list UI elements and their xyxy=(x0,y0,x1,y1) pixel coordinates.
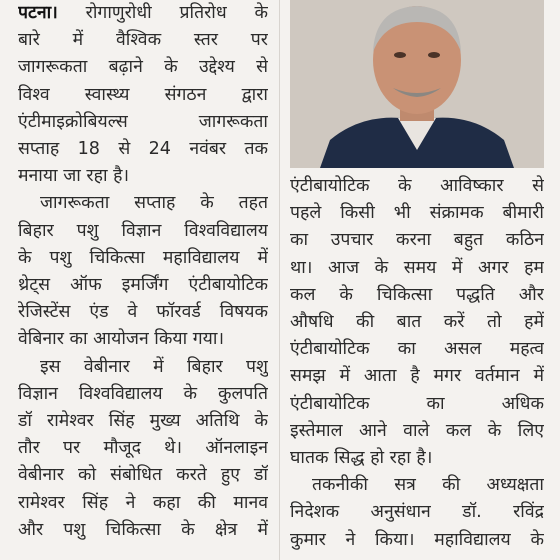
article-text-line: समझ में आता है मगर वर्तमान में xyxy=(290,366,544,387)
article-text-line: इस्तेमाल आने वाले कल के लिए xyxy=(290,420,544,441)
paragraph-start-line: तकनीकी सत्र की अध्यक्षता xyxy=(312,475,544,496)
article-first-line xyxy=(18,0,268,27)
article-text-line: बिहार पशु विज्ञान विश्वविद्यालय xyxy=(18,220,268,241)
right-eye xyxy=(428,52,440,58)
dateline: पटना। xyxy=(18,3,58,23)
article-text-line: सप्ताह 18 से 24 नवंबर तक xyxy=(18,139,268,160)
article-text-line: का उपचार करना बहुत कठिन xyxy=(290,230,544,251)
article-text-line: डॉ रामेश्वर सिंह मुख्य अतिथि के xyxy=(18,411,268,432)
paragraph-start-line: जागरूकता सप्ताह के तहत xyxy=(40,193,268,214)
paragraph-start-line: इस वेबीनार में बिहार पशु xyxy=(40,356,268,377)
article-text-line: औषधि की बात करें तो हमें xyxy=(290,312,544,333)
left-eye xyxy=(394,52,406,58)
article-text-line: था। आज के समय में अगर हम xyxy=(290,257,544,278)
article-text-line: एंटीबायोटिक के आविष्कार से xyxy=(290,176,544,196)
article-text-line: रेजिस्टेंस एंड वे फॉरवर्ड विषयक xyxy=(18,302,268,323)
article-text-line: कल के चिकित्सा पद्धति और xyxy=(290,284,544,305)
article-text-line: घातक सिद्ध हो रहा है। xyxy=(290,448,433,469)
article-text-line: एंटीमाइक्रोबियल्स जागरूकता xyxy=(18,111,268,132)
article-text-line: रोगाणुरोधी प्रतिरोध के xyxy=(85,3,268,23)
article-text-line: थ्रेट्स ऑफ इमर्जिंग एंटीबायोटिक xyxy=(18,275,268,296)
article-text-line: विश्व स्वास्थ्य संगठन द्वारा xyxy=(18,84,268,105)
article-text-line: एंटीबायोटिक का अधिक xyxy=(290,393,544,414)
article-text-line: बारे में वैश्विक स्तर पर xyxy=(18,30,268,51)
article-text-line: के पशु चिकित्सा महाविद्यालय में xyxy=(18,247,268,268)
article-text-line: मनाया जा रहा है। xyxy=(18,166,130,187)
right-column xyxy=(290,173,544,554)
article-text-line: जागरूकता बढ़ाने के उद्देश्य से xyxy=(18,57,268,78)
article-text-line: पहले किसी भी संक्रामक बीमारी xyxy=(290,203,544,224)
article-text-line: कुमार ने किया। महाविद्यालय के xyxy=(290,529,544,550)
article-text-line: वेबीनार को संबोधित करते हुए डॉ xyxy=(18,465,268,486)
column-divider xyxy=(279,0,280,560)
article-text-line: रामेश्वर सिंह ने कहा की मानव xyxy=(18,492,268,513)
article-text-line: और पशु चिकित्सा के क्षेत्र में xyxy=(18,519,268,540)
portrait-photo xyxy=(290,0,544,168)
left-column xyxy=(18,0,268,544)
article-text-line: वेबिनार का आयोजन किया गया। xyxy=(18,329,225,350)
article-text-line: एंटीबायोटिक का असल महत्व xyxy=(290,339,544,360)
article-text-line: निदेशक अनुसंधान डॉ. रविंद्र xyxy=(290,502,544,523)
article-text-line: तौर पर मौजूद थे। ऑनलाइन xyxy=(18,438,268,459)
portrait-illustration xyxy=(290,0,544,168)
article-text-line: विज्ञान विश्वविद्यालय के कुलपति xyxy=(18,383,268,404)
